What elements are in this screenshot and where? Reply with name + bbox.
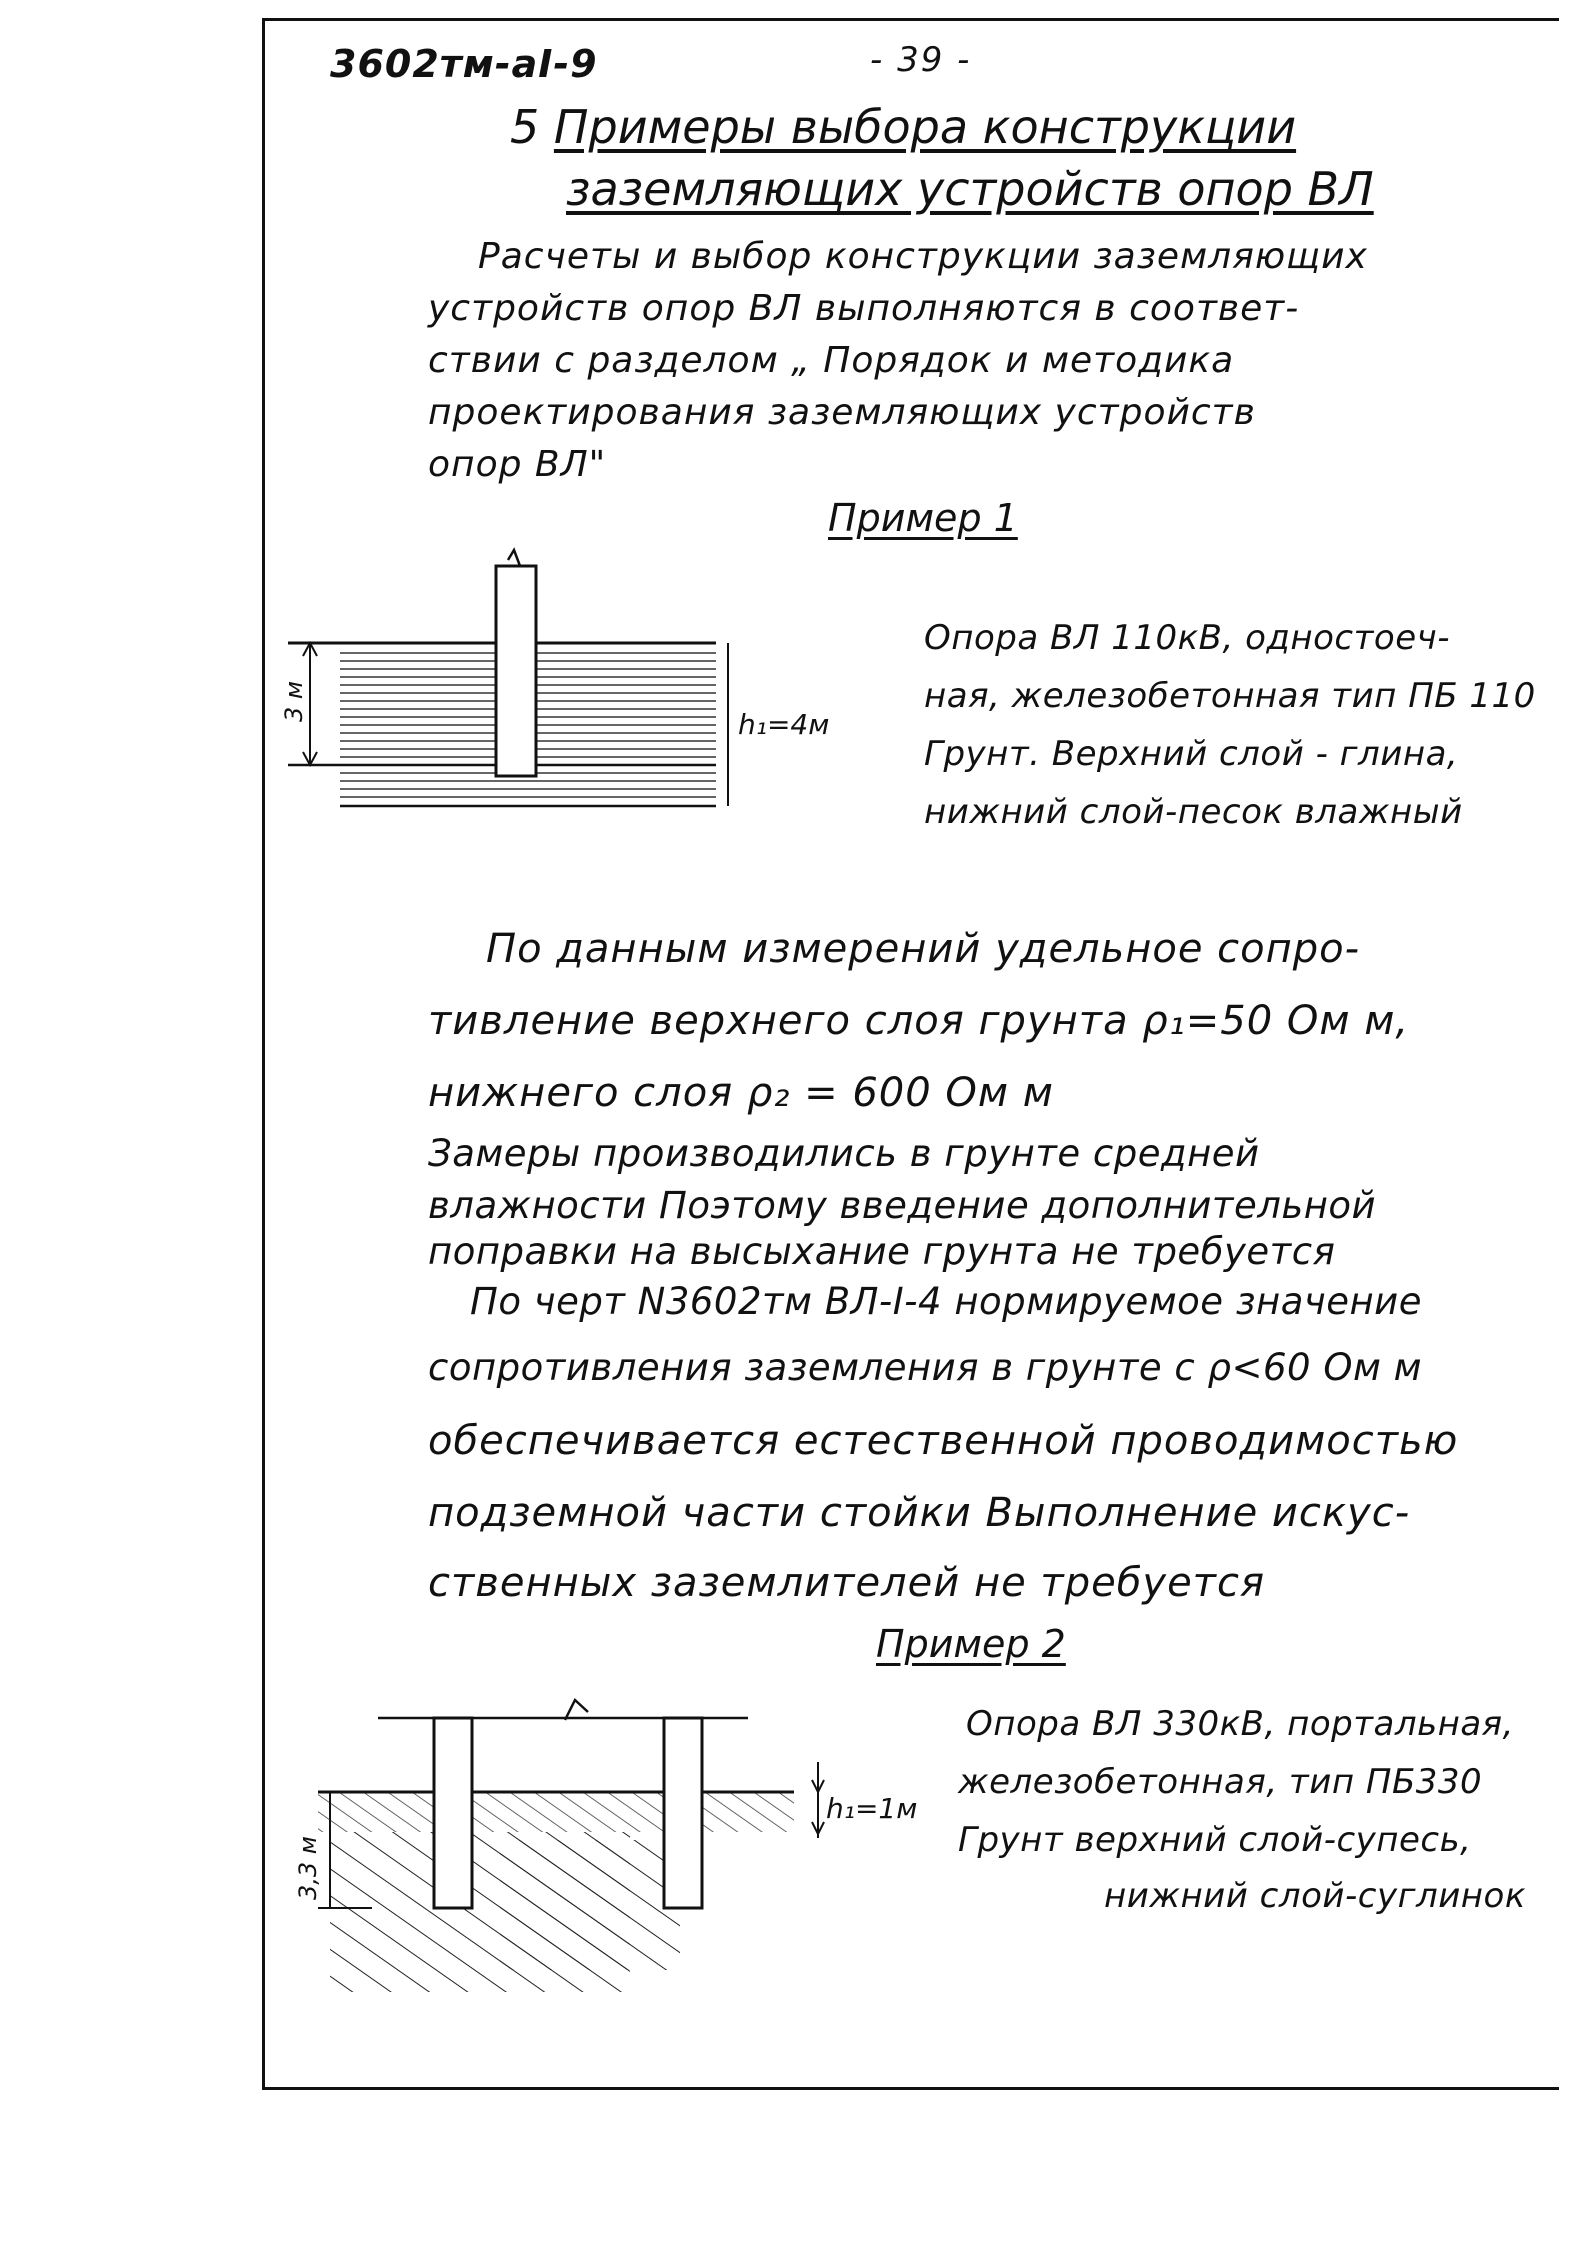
intro-line: ствии с разделом „ Порядок и методика <box>428 340 1235 381</box>
example1-desc-line: нижний слой-песок влажный <box>924 792 1463 832</box>
example2-desc-line: Грунт верхний слой-супесь, <box>958 1820 1472 1860</box>
example1-desc-line: Грунт. Верхний слой - глина, <box>924 734 1459 774</box>
example1-text-line: По данным измерений удельное сопро- <box>486 926 1361 972</box>
example1-text-line: поправки на высыхание грунта не требуется <box>428 1230 1336 1273</box>
example1-text-line: тивление верхнего слоя грунта ρ₁=50 Ом м, <box>428 998 1410 1044</box>
page-number: - 39 - <box>870 40 972 80</box>
example1-text-line: влажности Поэтому введение дополнительной <box>428 1184 1377 1227</box>
section-title-text1: Примеры выбора конструкции <box>553 100 1297 154</box>
example1-text-line: нижнего слоя ρ₂ = 600 Ом м <box>428 1070 1054 1116</box>
intro-line: проектирования заземляющих устройств <box>428 392 1256 433</box>
example2-desc-line: Опора ВЛ 330кВ, портальная, <box>966 1704 1514 1744</box>
example2-dim-right: h₁=1м <box>826 1792 918 1825</box>
example2-desc-line: железобетонная, тип ПБ330 <box>958 1762 1483 1802</box>
example1-text-line: По черт N3602тм ВЛ-І-4 нормируемое значение <box>470 1280 1422 1323</box>
intro-line: устройств опор ВЛ выполняются в соответ- <box>428 288 1300 329</box>
example1-dim-right: h₁=4м <box>738 708 830 741</box>
example1-desc-line: ная, железобетонная тип ПБ 110 <box>924 676 1536 716</box>
intro-line: опор ВЛ" <box>428 444 607 485</box>
example1-text-line: обеспечивается естественной проводимостью <box>428 1418 1459 1464</box>
example1-text-line: сопротивления заземления в грунте с ρ<60 Ом м <box>428 1346 1423 1389</box>
example1-dim-left: 3 м <box>280 680 308 722</box>
example2-desc-line: нижний слой-суглинок <box>1104 1876 1526 1916</box>
example1-desc-line: Опора ВЛ 110кВ, одностоеч- <box>924 618 1451 658</box>
example2-dim-left: 3,3 м <box>294 1836 322 1900</box>
example2-diagram <box>318 1700 824 1992</box>
example1-text-line: Замеры производились в грунте средней <box>428 1132 1260 1175</box>
section-number: 5 <box>510 100 540 154</box>
example2-title: Пример 2 <box>876 1622 1066 1666</box>
example1-text-line: подземной части стойки Выполнение искус- <box>428 1490 1411 1536</box>
example1-diagram <box>288 550 728 806</box>
example1-text-line: ственных заземлителей не требуется <box>428 1560 1266 1606</box>
document-code: 3602тм-аI-9 <box>330 42 598 86</box>
intro-line: Расчеты и выбор конструкции заземляющих <box>478 236 1368 277</box>
example1-title: Пример 1 <box>828 496 1018 540</box>
section-title-line2: заземляющих устройств опор ВЛ <box>566 162 1374 216</box>
